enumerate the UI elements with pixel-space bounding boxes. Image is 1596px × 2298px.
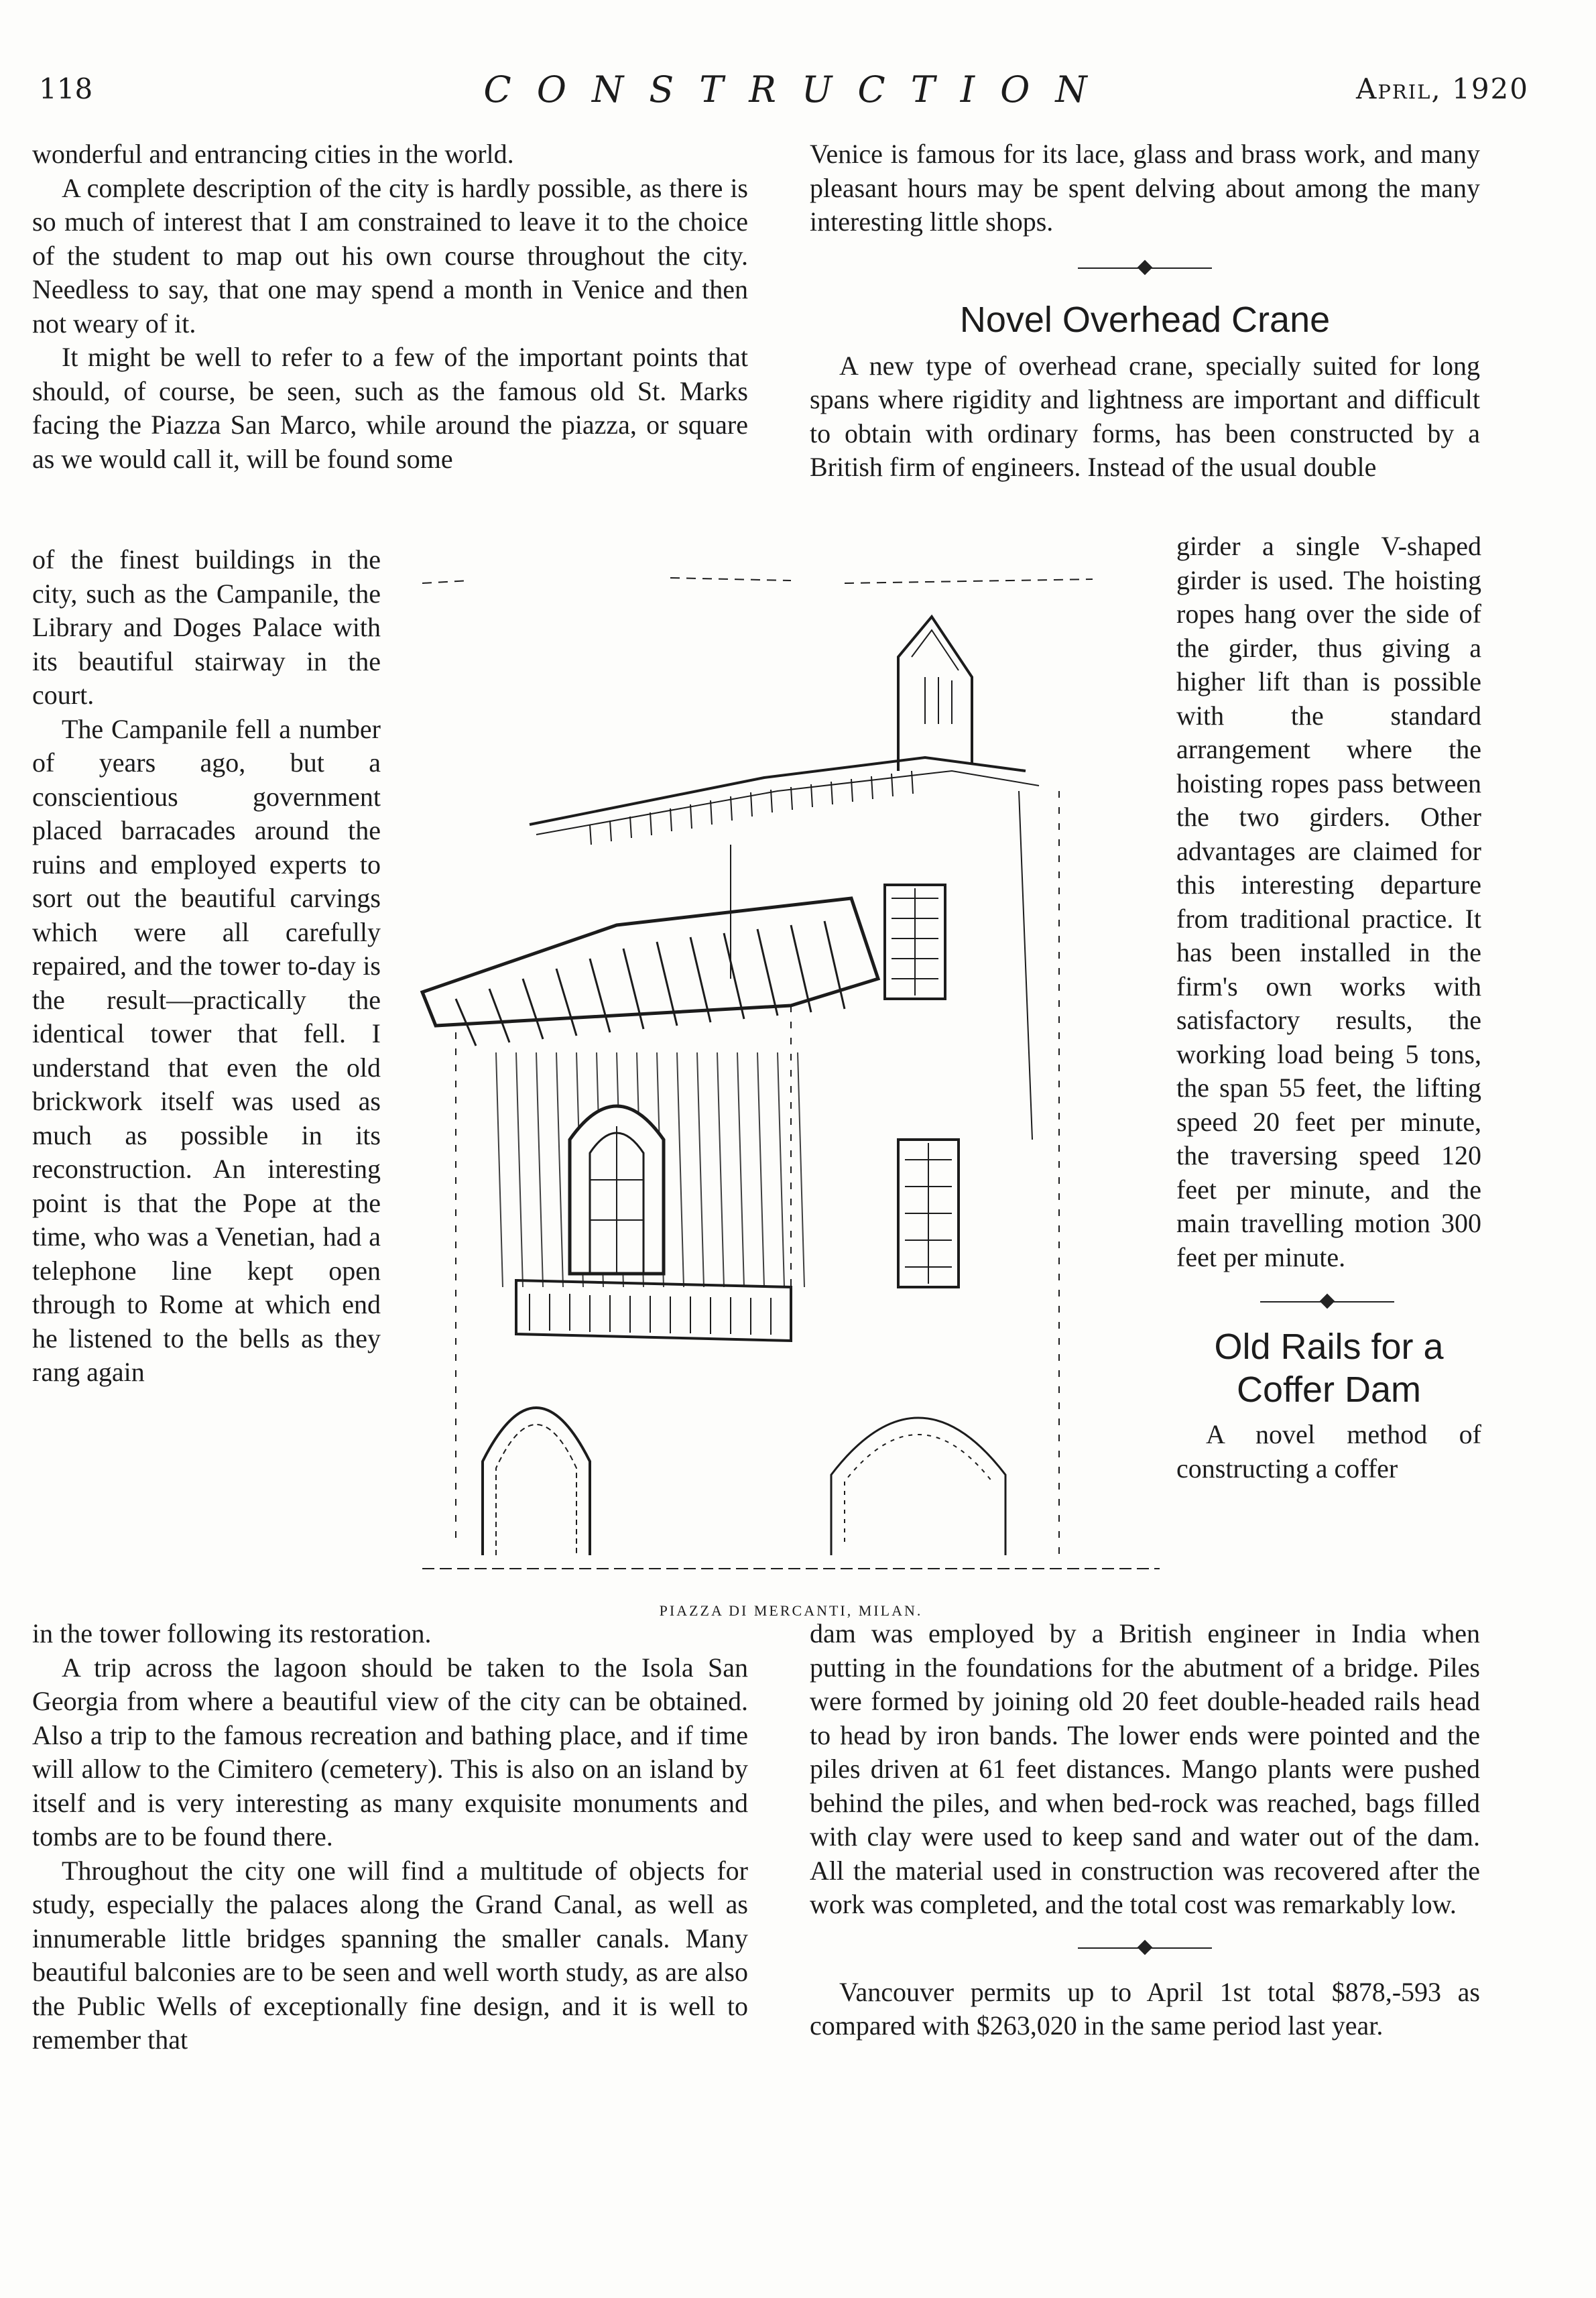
ornament-divider	[810, 258, 1480, 278]
paragraph: girder a single V-shaped girder is used. The hoisting ropes hang over the side of the girder, thus giving a higher lift than is possible with the standard arrangement where the hoisting ropes pass between the two girders. Other advantages are claimed for this interesting departure from traditional practice. It has been installed in the firm's own works with satisfactory results, the working load being 5 tons, the span 55 feet, the lifting speed 20 feet per minute, the traversing speed 120 feet per minute, and the main travelling motion 300 feet per minute.	[1176, 531, 1481, 1272]
right-column-top	[810, 137, 1480, 485]
paragraph: A complete description of the city is hardly possible, as there is so much of interest that I am constrained to leave it to the choice of the student to map out his own course throughout the city. Needless to say, that one may spend a month in Venice and then not weary of it.	[32, 172, 748, 339]
paragraph: A new type of overhead crane, specially suited for long spans where rigidity and lightness are important and difficult to obtain with ordinary forms, has been constructed by a British firm of engineers. Instead of the usual double	[810, 350, 1480, 482]
section-heading-crane: Novel Overhead Crane	[959, 299, 1331, 340]
paragraph: A novel method of constructing a coffer	[1176, 1419, 1481, 1484]
paragraph: in the tower following its restoration.	[32, 1618, 432, 1648]
paragraph: It might be well to refer to a few of the important points that should, of course, be seen, such as the famous old St. Marks facing the Piazza San Marco, while around the piazza, or square as we would call it, will be found some	[32, 342, 748, 474]
building-sketch-illustration	[416, 536, 1166, 1582]
paragraph: The Campanile fell a number of years ago, but a conscientious government placed barracades around the ruins and employed experts to sort out the beautiful carvings which were all carefully repaired, and the tower to-day is the result—practically the identical tower that fell. I understand that even the old brickwork itself was used as much as possible in its reconstruction. An interesting point is that the Pope at the time, who was a Venetian, had a telephone line kept open through to Rome at which end he listened to the bells as they rang again	[32, 713, 381, 1387]
figure-caption: PIAZZA DI MERCANTI, MILAN.	[659, 1602, 923, 1619]
paragraph: of the finest buildings in the city, such as the Campanile, the Library and Doges Palace with its beautiful stairway in the court.	[32, 544, 381, 710]
right-column-narrow	[1176, 530, 1481, 1486]
left-column-top	[32, 137, 748, 476]
paragraph: Venice is famous for its lace, glass and brass work, and many pleasant hours may be spent delving about among the many interesting little shops.	[810, 139, 1480, 237]
ornament-divider	[810, 1938, 1480, 1958]
issue-date: April, 1920	[1356, 72, 1529, 105]
left-column-narrow	[32, 543, 381, 1390]
left-column-bottom	[32, 1617, 748, 2057]
paragraph: Vancouver permits up to April 1st total $878,-593 as compared with $263,020 in the same period last year.	[810, 1976, 1480, 2041]
paragraph: dam was employed by a British engineer in India when putting in the foundations for the abutment of a bridge. Piles were formed by joining old 20 feet double-headed rails head to head by iron bands. The lower ends were pointed and the piles driven at 61 feet distances. Mango plants were pushed behind the piles, and when bed-rock was reached, bags filled with clay were used to keep sand and water out of the dam. All the material used in construction was recovered after the work was completed, and the total cost was remarkably low.	[810, 1618, 1480, 1919]
paragraph: wonderful and entrancing cities in the world.	[32, 139, 514, 169]
section-heading-rails-line2: Coffer Dam	[1236, 1370, 1422, 1410]
page-number: 118	[39, 72, 93, 105]
paragraph: A trip across the lagoon should be taken to the Isola San Georgia from where a beautiful view of the city can be obtained. Also a trip to the famous recreation and bathing place, and if time will allow to the Cimitero (cemetery). This is also on an island by itself and is very interesting as many exquisite monuments and tombs are to be found there.	[32, 1652, 748, 1852]
paragraph: Throughout the city one will find a multitude of objects for study, especially the palaces along the Grand Canal, as well as innumerable little bridges spanning the smaller canals. Many beautiful balconies are to be seen and well worth study, as are also the Public Wells of exceptionally fine design, and it is well to remember that	[32, 1855, 748, 2055]
ornament-divider	[1176, 1292, 1481, 1312]
section-heading-rails: Old Rails for a	[1214, 1327, 1444, 1367]
magazine-title: CONSTRUCTION	[483, 68, 1113, 111]
right-column-bottom	[810, 1617, 1480, 2043]
